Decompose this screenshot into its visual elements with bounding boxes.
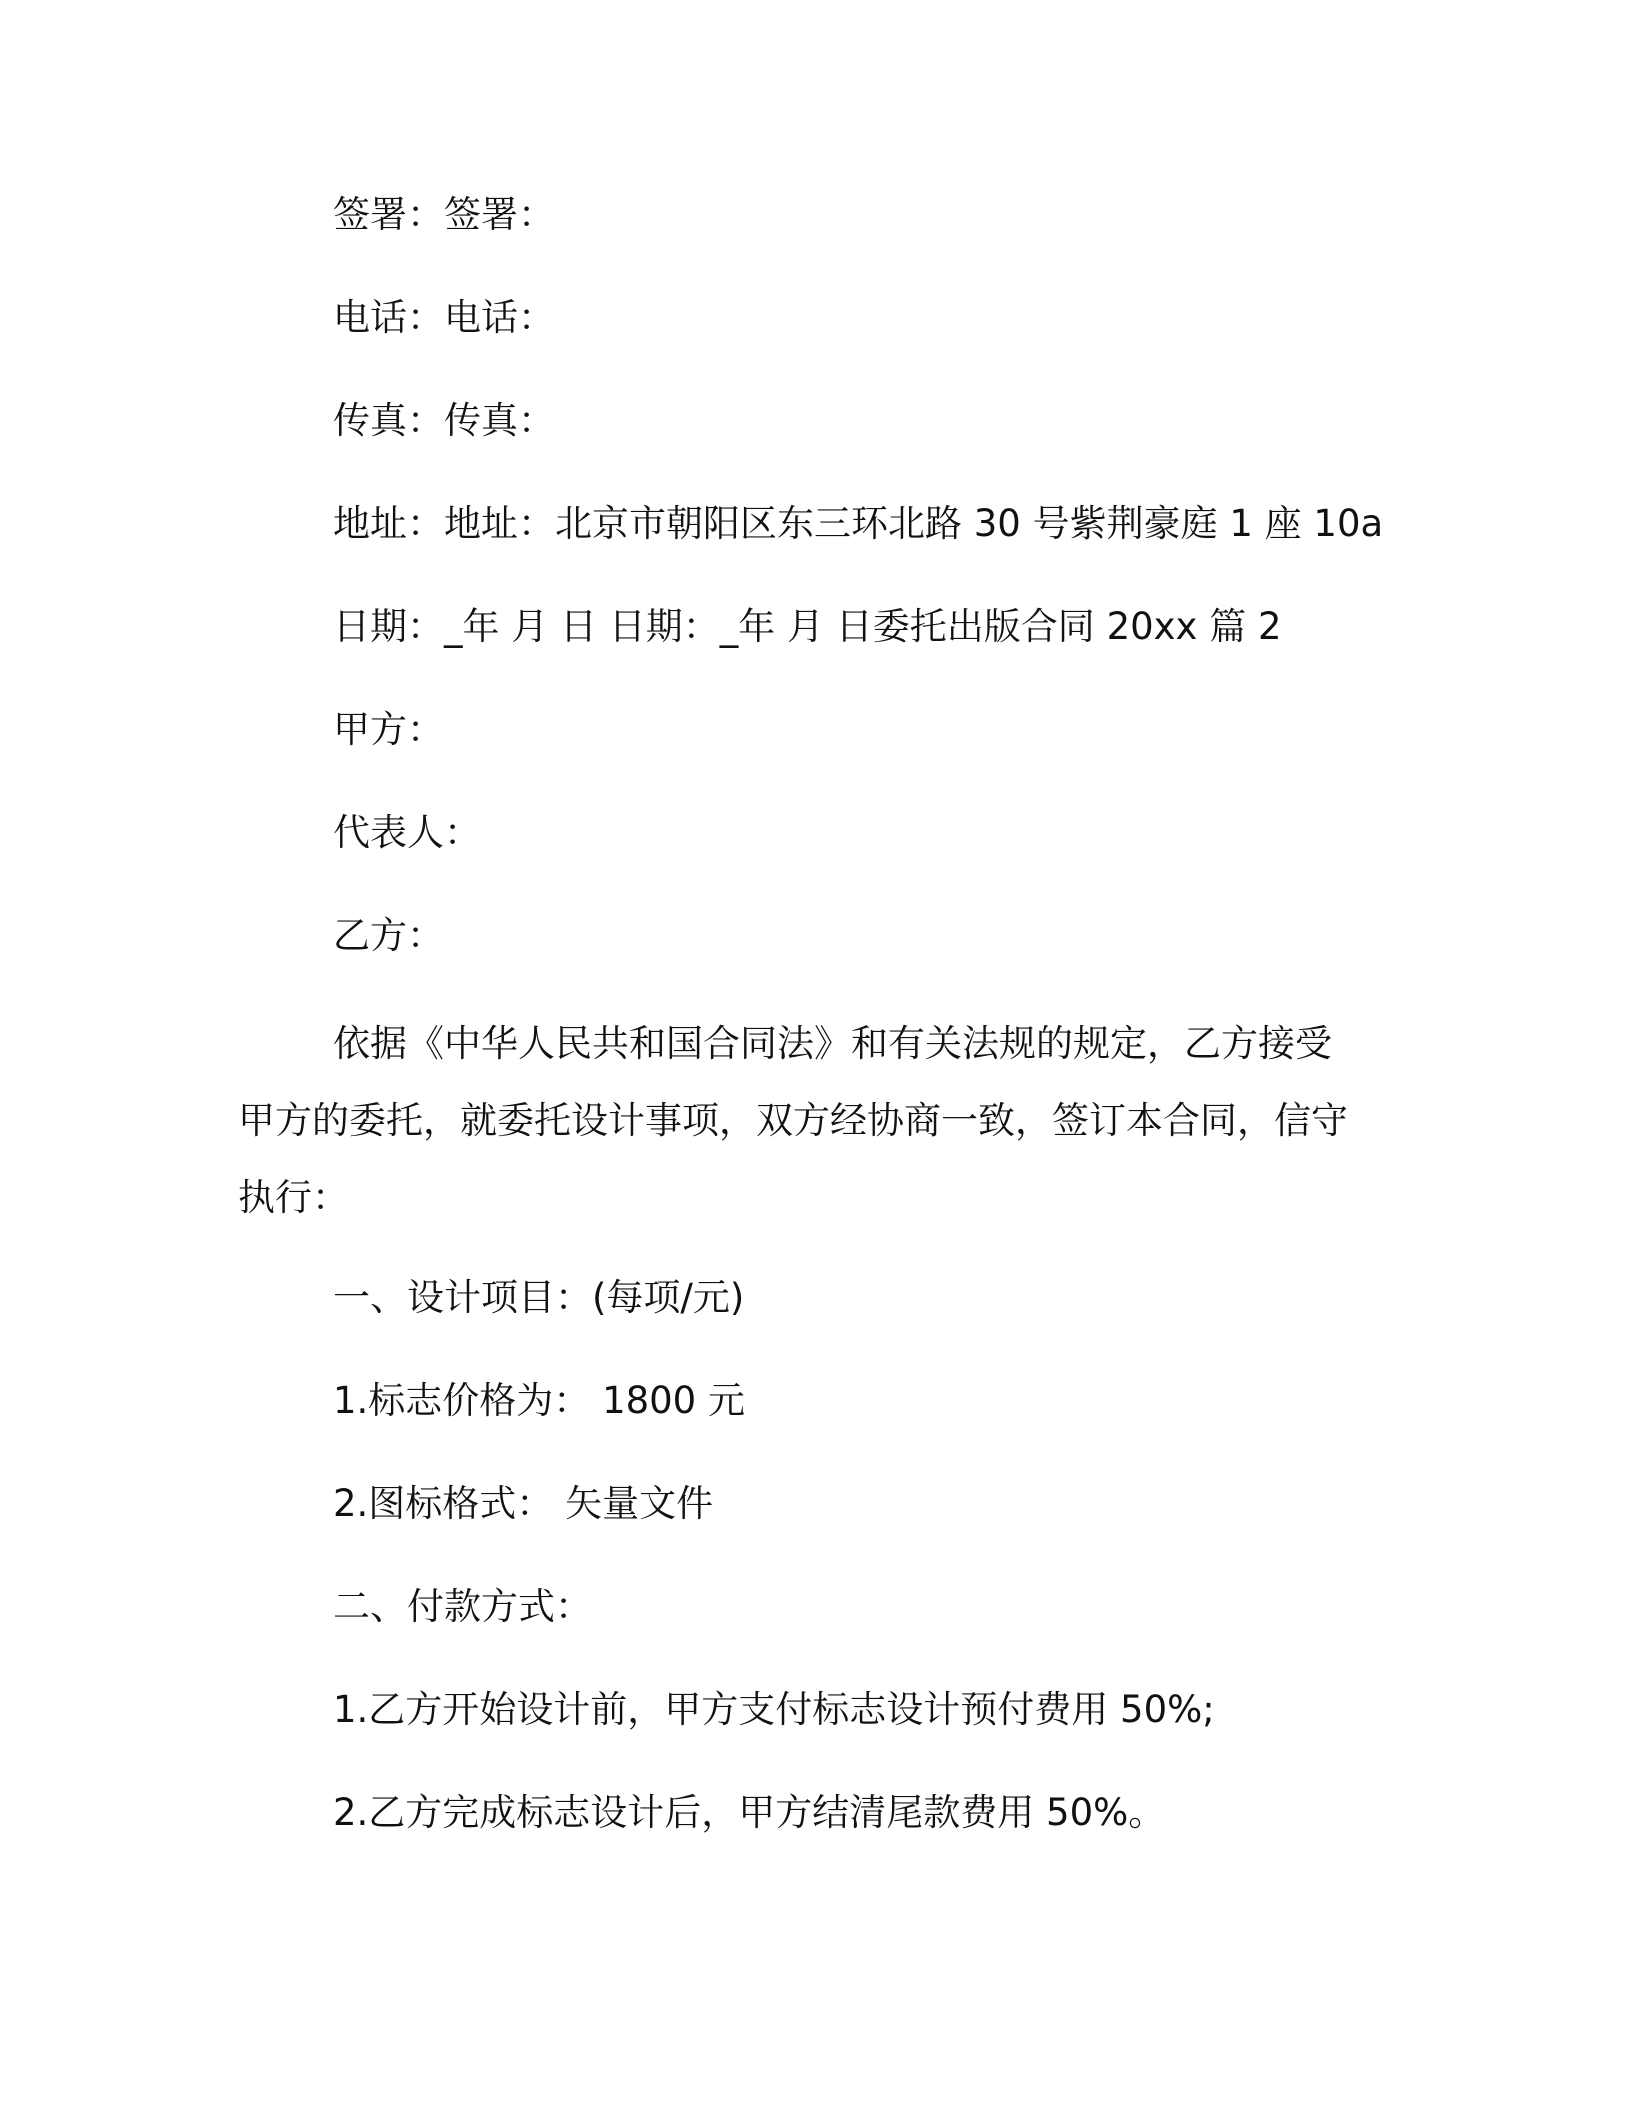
payment-item-1: 1.乙方开始设计前，甲方支付标志设计预付费用 50%; xyxy=(333,1688,1215,1731)
payment-item-2: 2.乙方完成标志设计后，甲方结清尾款费用 50%。 xyxy=(333,1791,1166,1834)
section-payment-method: 二、付款方式： xyxy=(333,1585,592,1628)
fax-line: 传真：传真： xyxy=(333,399,555,442)
address-line: 地址：地址：北京市朝阳区东三环北路 30 号紫荆豪庭 1 座 10a xyxy=(333,502,1384,545)
icon-format-item: 2.图标格式： 矢量文件 xyxy=(333,1482,714,1525)
representative-line: 代表人： xyxy=(333,811,481,854)
signature-line: 签署：签署： xyxy=(333,193,555,236)
section-design-items: 一、设计项目：(每项/元) xyxy=(333,1276,745,1319)
logo-price-item: 1.标志价格为： 1800 元 xyxy=(333,1379,745,1422)
phone-line: 电话：电话： xyxy=(333,296,555,339)
contract-basis-paragraph: 依据《中华人民共和国合同法》和有关法规的规定，乙方接受甲方的委托，就委托设计事项，双方经协商一致，签订本合同，信守执行： xyxy=(238,1022,1348,1219)
party-a-line: 甲方： xyxy=(333,708,444,751)
date-line: 日期：_年 月 日 日期：_年 月 日委托出版合同 20xx 篇 2 xyxy=(333,605,1282,648)
party-b-line: 乙方： xyxy=(333,914,444,957)
